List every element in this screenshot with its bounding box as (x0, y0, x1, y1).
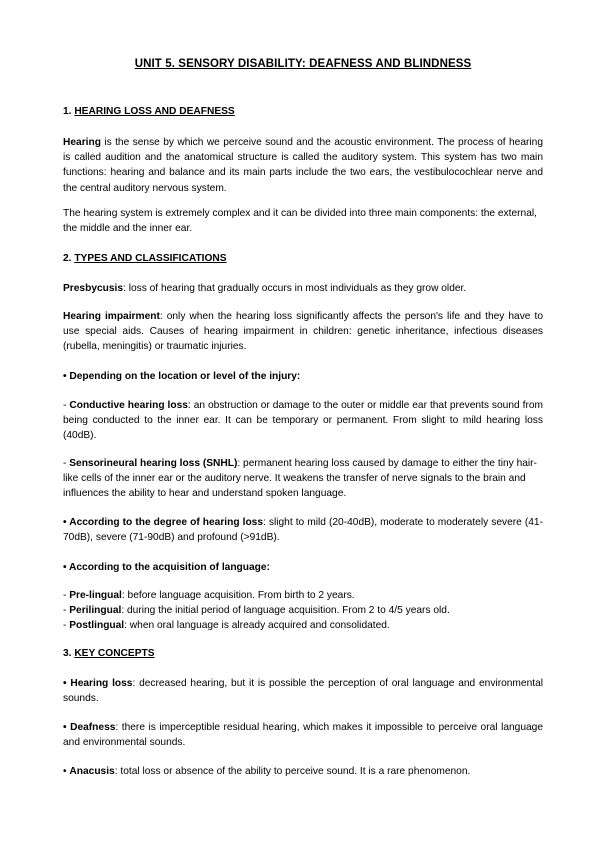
paragraph-sensorineural (63, 456, 543, 502)
section-number: 3. (63, 648, 75, 659)
list-dash: - (63, 400, 70, 411)
paragraph-presbycusis (63, 281, 543, 296)
item-text: : when oral language is already acquired and consolidated. (124, 620, 390, 632)
term-hearing: Hearing (63, 137, 101, 148)
term-presbycusis: Presbycusis (63, 283, 124, 294)
term-degree: • According to the degree of hearing loss (63, 517, 264, 528)
section-number: 1. (63, 106, 75, 117)
list-language-stages (63, 588, 543, 634)
term-conductive: Conductive hearing loss (69, 400, 188, 411)
subheading-location: • Depending on the location or level of the injury: (63, 371, 301, 382)
paragraph-text: : loss of hearing that gradually occurs in most individuals as they grow older. (123, 283, 467, 294)
paragraph-text: : only when the hearing loss significantly affects the person's life and they have to use special aids. Causes of hearing impairment in children: genetic inheritance, infectious diseases (rubella, meningitis) or traumatic injuries. (63, 311, 543, 353)
paragraph-hearing-loss (63, 676, 543, 706)
list-item-prelingual: - Pre-lingual: before language acquisition. From birth to 2 years. (63, 590, 355, 601)
paragraph-conductive (63, 398, 543, 444)
section-title: TYPES AND CLASSIFICATIONS (74, 253, 227, 264)
section-heading-hearing-loss (63, 104, 543, 119)
paragraph-text: : total loss or absence of the ability to perceive sound. It is a rare phenomenon. (114, 766, 471, 777)
term-postlingual: Postlingual (69, 620, 125, 632)
term-hearing-impairment: Hearing impairment (63, 311, 160, 322)
paragraph-deafness (63, 720, 543, 750)
section-number: 2. (63, 253, 75, 264)
paragraph-text: : decreased hearing, but it is possible the perception of oral language and environmental sounds. (63, 678, 543, 705)
section-title: KEY CONCEPTS (74, 648, 155, 659)
paragraph-text: : slight to mild (20-40dB), moderate to moderately severe (41-70dB), severe (71-90dB) and profound (>91dB). (63, 517, 543, 544)
term-perilingual: Perilingual (69, 605, 122, 617)
term-sensorineural: Sensorineural hearing loss (SNHL) (69, 458, 238, 469)
paragraph-hearing-definition (63, 135, 543, 196)
term-deafness: • Deafness (63, 722, 116, 733)
list-dash: - (63, 458, 70, 469)
paragraph-text: is the sense by which we perceive sound and the acoustic environment. The process of hearing is called audition and the anatomical structure is called the auditory system. This system has two main functions: hearing and balance and its main parts include the two ears, the vestibulocochlear nerve and the central auditory nervous system. (63, 137, 543, 194)
term-prelingual: Pre-lingual (69, 590, 122, 601)
list-item-postlingual: - Postlingual: when oral language is already acquired and consolidated. (63, 620, 390, 632)
paragraph-hearing-impairment (63, 309, 543, 355)
paragraph-text: : an obstruction or damage to the outer or middle ear that prevents sound from being conducted to the inner ear. It can be temporary or permanent. From slight to mild hearing loss (40dB). (63, 400, 543, 442)
section-heading-types (63, 251, 543, 266)
item-text: : before language acquisition. From birth to 2 years. (121, 590, 355, 601)
paragraph-text: : there is imperceptible residual hearing, which makes it impossible to perceive oral language and environmental sounds. (63, 722, 544, 749)
paragraph-text: The hearing system is extremely complex and it can be divided into three main components: the external, the middle and the inner ear. (63, 208, 537, 235)
subheading-language: • According to the acquisition of language: (63, 562, 270, 573)
bullet: • (63, 766, 70, 777)
term-anacusis: Anacusis (69, 766, 115, 777)
paragraph-hearing-system (63, 206, 543, 236)
section-title: HEARING LOSS AND DEAFNESS (74, 106, 235, 117)
paragraph-degree (63, 515, 543, 545)
paragraph-anacusis (63, 764, 543, 779)
document-title: UNIT 5. SENSORY DISABILITY: DEAFNESS AND BLINDNESS (134, 58, 472, 70)
section-heading-key-concepts (63, 646, 543, 661)
list-item-perilingual: - Perilingual: during the initial period of language acquisition. From 2 to 4/5 years old. (63, 605, 450, 617)
paragraph-text: : permanent hearing loss caused by damage to either the tiny hair-like cells of the inner ear or the auditory nerve. It weakens the transfer of nerve signals to the brain and influences the ability to hear and understand spoken language. (63, 458, 537, 500)
item-text: : during the initial period of language acquisition. From 2 to 4/5 years old. (121, 605, 450, 617)
term-hearing-loss: • Hearing loss (63, 678, 133, 689)
